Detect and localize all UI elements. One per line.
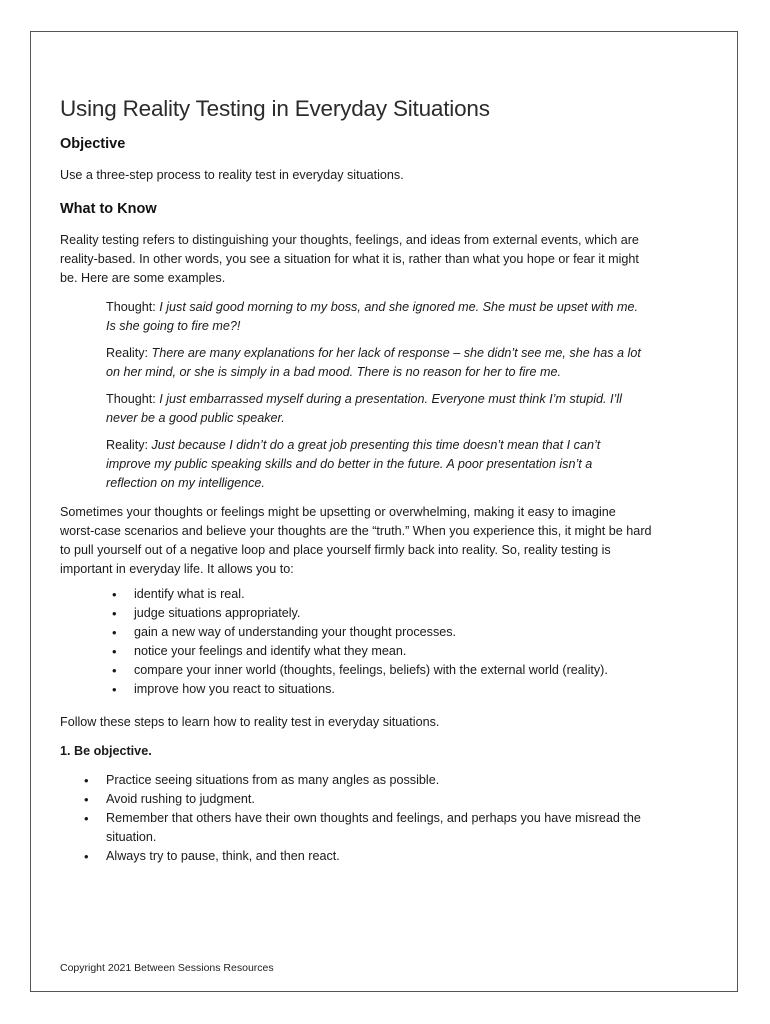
- what-to-know-heading: What to Know: [60, 201, 157, 217]
- example-thought-2: [106, 390, 646, 428]
- example-reality-2: [106, 436, 646, 493]
- follow-paragraph: Follow these steps to learn how to reality test in everyday situations.: [60, 715, 440, 729]
- example-text: Just because I didn’t do a great job presenting this time doesn’t mean that I can’t improve my public speaking skills and do better in the future. A poor presentation isn’t a reflection on my intelligence.: [106, 438, 601, 490]
- objective-text: Use a three-step process to reality test in everyday situations.: [60, 168, 404, 182]
- sometimes-paragraph: Sometimes your thoughts or feelings might be upsetting or overwhelming, making it easy to imagine worst-case scenarios and believe your thoughts are the “truth.” When you experience this, it might be hard to pull yourself out of a negative loop and place yourself firmly back into reality. So, reality testing is important in everyday life. It allows you to:: [60, 505, 652, 576]
- list-item: • compare your inner world (thoughts, feelings, beliefs) with the external world (reality).: [134, 661, 634, 680]
- example-label: Reality:: [106, 346, 152, 360]
- example-label: Thought:: [106, 300, 160, 314]
- list-item: • judge situations appropriately.: [134, 604, 634, 623]
- objective-heading: Objective: [60, 136, 126, 152]
- example-label: Reality:: [106, 438, 152, 452]
- example-text: I just said good morning to my boss, and she ignored me. She must be upset with me. Is she going to fire me?!: [106, 300, 639, 333]
- document-content: [60, 96, 652, 866]
- example-reality-1: [106, 344, 646, 382]
- step-1-heading: 1. Be objective.: [60, 744, 152, 758]
- page-title: Using Reality Testing in Everyday Situations: [60, 96, 490, 121]
- example-text: I just embarrassed myself during a presentation. Everyone must think I’m stupid. I’ll never be a good public speaker.: [106, 392, 622, 425]
- list-item: • notice your feelings and identify what they mean.: [134, 642, 634, 661]
- intro-paragraph: Reality testing refers to distinguishing your thoughts, feelings, and ideas from external events, which are reality-based. In other words, you see a situation for what it is, rather than what you hope or fear it might be. Here are some examples.: [60, 233, 639, 285]
- example-label: Thought:: [106, 392, 160, 406]
- list-item: • Remember that others have their own thoughts and feelings, and perhaps you have misread the situation.: [106, 809, 646, 847]
- list-item: • Always try to pause, think, and then react.: [106, 847, 646, 866]
- list-item: • improve how you react to situations.: [134, 680, 634, 699]
- benefits-list: [134, 585, 634, 699]
- copyright-footer: Copyright 2021 Between Sessions Resources: [60, 962, 274, 974]
- list-item: • gain a new way of understanding your thought processes.: [134, 623, 634, 642]
- step-1-list: [106, 771, 646, 866]
- example-text: There are many explanations for her lack of response – she didn’t see me, she has a lot on her mind, or she is simply in a bad mood. There is no reason for her to fire me.: [106, 346, 641, 379]
- list-item: • identify what is real.: [134, 585, 634, 604]
- list-item: • Avoid rushing to judgment.: [106, 790, 646, 809]
- list-item: • Practice seeing situations from as many angles as possible.: [106, 771, 646, 790]
- example-thought-1: [106, 298, 646, 336]
